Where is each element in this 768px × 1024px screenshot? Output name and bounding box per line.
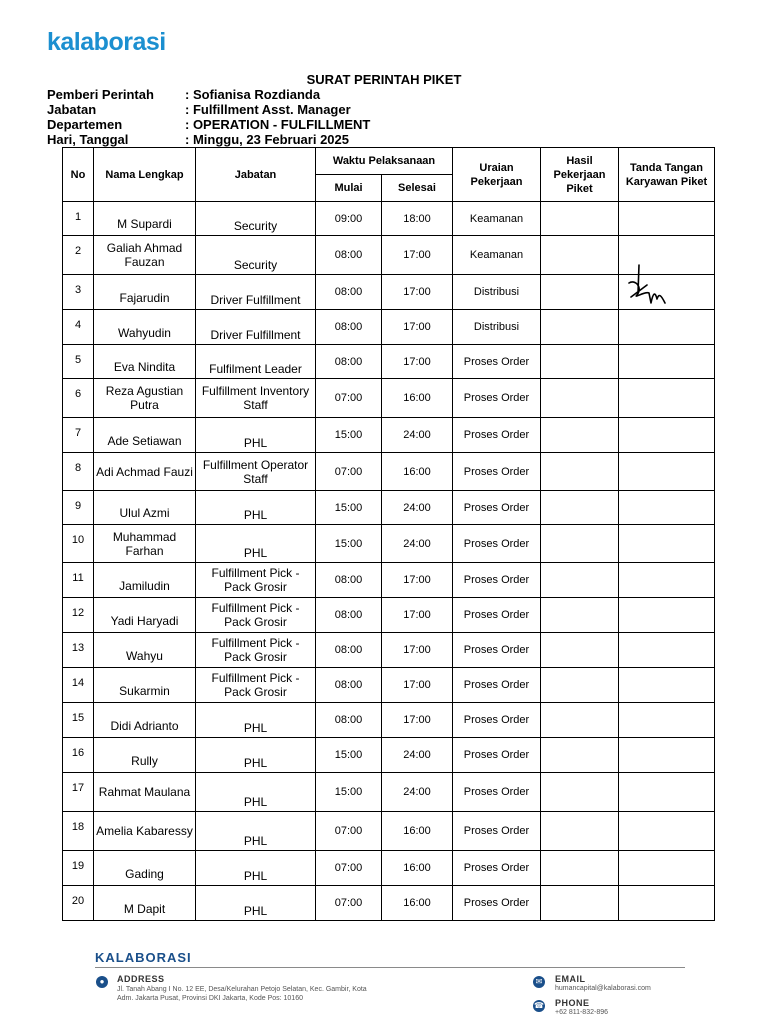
address-text: Jl. Tanah Abang I No. 12 EE, Desa/Kelurahan Petojo Selatan, Kec. Gambir, Kota Adm. Jakarta Pusat, Provinsi DKI Jakarta, Kode Pos: 10160 bbox=[117, 986, 367, 1002]
cell-nama: M Supardi bbox=[94, 202, 196, 236]
cell-jabatan: PHL bbox=[196, 738, 316, 773]
cell-selesai: 16:00 bbox=[382, 379, 453, 418]
cell-selesai: 17:00 bbox=[382, 310, 453, 345]
meta-row bbox=[47, 117, 370, 132]
mail-icon: ✉ bbox=[533, 976, 545, 988]
cell-nama: Wahyudin bbox=[94, 310, 196, 345]
cell-uraian: Proses Order bbox=[453, 345, 541, 379]
cell-uraian: Keamanan bbox=[453, 202, 541, 236]
table-row bbox=[63, 886, 715, 921]
cell-hasil bbox=[541, 453, 619, 491]
header-nama: Nama Lengkap bbox=[94, 148, 196, 202]
cell-selesai: 16:00 bbox=[382, 453, 453, 491]
meta-label: Hari, Tanggal bbox=[47, 132, 129, 147]
cell-jabatan: Fulfillment Pick - Pack Grosir bbox=[196, 633, 316, 668]
cell-selesai: 17:00 bbox=[382, 236, 453, 275]
cell-hasil bbox=[541, 345, 619, 379]
cell-mulai: 15:00 bbox=[316, 491, 382, 525]
cell-uraian: Proses Order bbox=[453, 886, 541, 921]
email-title: EMAIL bbox=[555, 974, 586, 984]
cell-mulai: 08:00 bbox=[316, 275, 382, 310]
meta-value: : Sofianisa Rozdianda bbox=[185, 87, 321, 102]
cell-hasil bbox=[541, 236, 619, 275]
cell-no: 19 bbox=[63, 851, 94, 886]
cell-ttd bbox=[619, 275, 715, 310]
address-title: ADDRESS bbox=[117, 974, 165, 984]
cell-ttd bbox=[619, 491, 715, 525]
table-row bbox=[63, 812, 715, 851]
table-row bbox=[63, 275, 715, 310]
cell-no: 15 bbox=[63, 703, 94, 738]
meta-value: : Minggu, 23 Februari 2025 bbox=[185, 132, 349, 147]
cell-selesai: 24:00 bbox=[382, 738, 453, 773]
cell-selesai: 16:00 bbox=[382, 851, 453, 886]
cell-uraian: Proses Order bbox=[453, 453, 541, 491]
cell-ttd bbox=[619, 379, 715, 418]
cell-hasil bbox=[541, 418, 619, 453]
cell-nama: Galiah Ahmad Fauzan bbox=[94, 236, 196, 275]
cell-nama: M Dapit bbox=[94, 886, 196, 921]
cell-hasil bbox=[541, 812, 619, 851]
cell-selesai: 16:00 bbox=[382, 886, 453, 921]
cell-nama: Reza Agustian Putra bbox=[94, 379, 196, 418]
cell-ttd bbox=[619, 563, 715, 598]
cell-hasil bbox=[541, 598, 619, 633]
meta-value: : OPERATION - FULFILLMENT bbox=[185, 117, 371, 132]
cell-hasil bbox=[541, 310, 619, 345]
cell-uraian: Proses Order bbox=[453, 738, 541, 773]
table-row bbox=[63, 345, 715, 379]
meta-row bbox=[47, 102, 370, 117]
cell-uraian: Proses Order bbox=[453, 418, 541, 453]
cell-ttd bbox=[619, 703, 715, 738]
cell-mulai: 09:00 bbox=[316, 202, 382, 236]
table-row bbox=[63, 703, 715, 738]
cell-mulai: 15:00 bbox=[316, 738, 382, 773]
cell-nama: Ade Setiawan bbox=[94, 418, 196, 453]
cell-no: 18 bbox=[63, 812, 94, 851]
cell-hasil bbox=[541, 886, 619, 921]
cell-jabatan: Fulfillment Pick - Pack Grosir bbox=[196, 668, 316, 703]
cell-jabatan: PHL bbox=[196, 812, 316, 851]
cell-mulai: 08:00 bbox=[316, 598, 382, 633]
header-uraian: Uraian Pekerjaan bbox=[453, 148, 541, 202]
cell-selesai: 17:00 bbox=[382, 703, 453, 738]
cell-ttd bbox=[619, 812, 715, 851]
cell-uraian: Proses Order bbox=[453, 491, 541, 525]
meta-label: Jabatan bbox=[47, 102, 97, 117]
cell-selesai: 17:00 bbox=[382, 345, 453, 379]
phone-value: +62 811-832-896 bbox=[555, 1009, 608, 1016]
cell-no: 2 bbox=[63, 236, 94, 275]
cell-no: 17 bbox=[63, 773, 94, 812]
cell-nama: Jamiludin bbox=[94, 563, 196, 598]
footer-divider bbox=[95, 967, 685, 968]
cell-mulai: 15:00 bbox=[316, 418, 382, 453]
cell-no: 8 bbox=[63, 453, 94, 491]
meta-row bbox=[47, 132, 370, 147]
cell-selesai: 18:00 bbox=[382, 202, 453, 236]
cell-jabatan: PHL bbox=[196, 703, 316, 738]
cell-hasil bbox=[541, 773, 619, 812]
cell-ttd bbox=[619, 668, 715, 703]
cell-hasil bbox=[541, 668, 619, 703]
cell-jabatan: Fulfillment Operator Staff bbox=[196, 453, 316, 491]
cell-uraian: Distribusi bbox=[453, 275, 541, 310]
table-row bbox=[63, 491, 715, 525]
footer-brand: KALABORASI bbox=[95, 950, 192, 965]
cell-ttd bbox=[619, 851, 715, 886]
cell-mulai: 07:00 bbox=[316, 453, 382, 491]
cell-hasil bbox=[541, 379, 619, 418]
cell-mulai: 08:00 bbox=[316, 345, 382, 379]
cell-hasil bbox=[541, 275, 619, 310]
cell-selesai: 16:00 bbox=[382, 812, 453, 851]
piket-table bbox=[62, 147, 715, 921]
cell-jabatan: Driver Fulfillment bbox=[196, 310, 316, 345]
cell-no: 6 bbox=[63, 379, 94, 418]
table-row bbox=[63, 418, 715, 453]
cell-no: 13 bbox=[63, 633, 94, 668]
location-pin-icon: ● bbox=[96, 976, 108, 988]
cell-jabatan: Fulfillment Inventory Staff bbox=[196, 379, 316, 418]
meta-label: Departemen bbox=[47, 117, 123, 132]
cell-selesai: 24:00 bbox=[382, 525, 453, 563]
cell-jabatan: Security bbox=[196, 202, 316, 236]
cell-no: 20 bbox=[63, 886, 94, 921]
table-row bbox=[63, 563, 715, 598]
header-selesai: Selesai bbox=[382, 175, 453, 202]
cell-ttd bbox=[619, 738, 715, 773]
table-row bbox=[63, 668, 715, 703]
cell-ttd bbox=[619, 633, 715, 668]
cell-no: 14 bbox=[63, 668, 94, 703]
cell-nama: Gading bbox=[94, 851, 196, 886]
cell-jabatan: PHL bbox=[196, 491, 316, 525]
cell-mulai: 08:00 bbox=[316, 633, 382, 668]
cell-selesai: 17:00 bbox=[382, 275, 453, 310]
cell-uraian: Proses Order bbox=[453, 633, 541, 668]
cell-no: 4 bbox=[63, 310, 94, 345]
cell-jabatan: PHL bbox=[196, 886, 316, 921]
cell-selesai: 24:00 bbox=[382, 491, 453, 525]
cell-hasil bbox=[541, 633, 619, 668]
cell-nama: Eva Nindita bbox=[94, 345, 196, 379]
cell-uraian: Keamanan bbox=[453, 236, 541, 275]
cell-ttd bbox=[619, 525, 715, 563]
cell-mulai: 08:00 bbox=[316, 236, 382, 275]
table-row bbox=[63, 851, 715, 886]
cell-mulai: 07:00 bbox=[316, 812, 382, 851]
cell-selesai: 24:00 bbox=[382, 773, 453, 812]
cell-jabatan: Fulfilment Leader bbox=[196, 345, 316, 379]
cell-selesai: 17:00 bbox=[382, 668, 453, 703]
phone-title: PHONE bbox=[555, 998, 590, 1008]
cell-uraian: Proses Order bbox=[453, 525, 541, 563]
cell-mulai: 07:00 bbox=[316, 379, 382, 418]
header-waktu: Waktu Pelaksanaan bbox=[316, 148, 453, 175]
cell-selesai: 17:00 bbox=[382, 633, 453, 668]
document-title: SURAT PERINTAH PIKET bbox=[306, 72, 462, 87]
cell-mulai: 08:00 bbox=[316, 310, 382, 345]
table-row bbox=[63, 525, 715, 563]
phone-icon: ☎ bbox=[534, 1001, 544, 1010]
meta-value: : Fulfillment Asst. Manager bbox=[185, 102, 351, 117]
cell-uraian: Proses Order bbox=[453, 379, 541, 418]
cell-uraian: Proses Order bbox=[453, 773, 541, 812]
meta-label: Pemberi Perintah bbox=[47, 87, 154, 102]
cell-uraian: Distribusi bbox=[453, 310, 541, 345]
cell-no: 3 bbox=[63, 275, 94, 310]
cell-no: 7 bbox=[63, 418, 94, 453]
cell-no: 11 bbox=[63, 563, 94, 598]
cell-ttd bbox=[619, 886, 715, 921]
table-row bbox=[63, 738, 715, 773]
cell-ttd bbox=[619, 310, 715, 345]
header-hasil: Hasil Pekerjaan Piket bbox=[541, 148, 619, 202]
header-jabatan: Jabatan bbox=[196, 148, 316, 202]
table-row bbox=[63, 236, 715, 275]
cell-nama: Rahmat Maulana bbox=[94, 773, 196, 812]
cell-nama: Adi Achmad Fauzi bbox=[94, 453, 196, 491]
cell-hasil bbox=[541, 563, 619, 598]
cell-nama: Fajarudin bbox=[94, 275, 196, 310]
cell-hasil bbox=[541, 703, 619, 738]
header-ttd: Tanda Tangan Karyawan Piket bbox=[619, 148, 715, 202]
cell-hasil bbox=[541, 525, 619, 563]
cell-hasil bbox=[541, 202, 619, 236]
cell-no: 5 bbox=[63, 345, 94, 379]
cell-mulai: 08:00 bbox=[316, 563, 382, 598]
cell-mulai: 15:00 bbox=[316, 773, 382, 812]
cell-nama: Ulul Azmi bbox=[94, 491, 196, 525]
cell-mulai: 07:00 bbox=[316, 851, 382, 886]
cell-jabatan: PHL bbox=[196, 851, 316, 886]
cell-jabatan: Driver Fulfillment bbox=[196, 275, 316, 310]
cell-hasil bbox=[541, 738, 619, 773]
cell-mulai: 07:00 bbox=[316, 886, 382, 921]
cell-no: 9 bbox=[63, 491, 94, 525]
cell-uraian: Proses Order bbox=[453, 703, 541, 738]
table-row bbox=[63, 633, 715, 668]
cell-ttd bbox=[619, 453, 715, 491]
cell-ttd bbox=[619, 418, 715, 453]
cell-mulai: 08:00 bbox=[316, 703, 382, 738]
meta-row bbox=[47, 87, 370, 102]
cell-ttd bbox=[619, 202, 715, 236]
cell-uraian: Proses Order bbox=[453, 598, 541, 633]
cell-mulai: 15:00 bbox=[316, 525, 382, 563]
cell-ttd bbox=[619, 345, 715, 379]
signature-mark bbox=[625, 263, 669, 309]
cell-ttd bbox=[619, 598, 715, 633]
cell-nama: Rully bbox=[94, 738, 196, 773]
cell-hasil bbox=[541, 851, 619, 886]
cell-nama: Wahyu bbox=[94, 633, 196, 668]
cell-mulai: 08:00 bbox=[316, 668, 382, 703]
table-row bbox=[63, 773, 715, 812]
email-value: humancapital@kalaborasi.com bbox=[555, 985, 651, 992]
cell-no: 16 bbox=[63, 738, 94, 773]
cell-jabatan: PHL bbox=[196, 525, 316, 563]
cell-nama: Sukarmin bbox=[94, 668, 196, 703]
cell-jabatan: PHL bbox=[196, 773, 316, 812]
cell-uraian: Proses Order bbox=[453, 668, 541, 703]
cell-selesai: 17:00 bbox=[382, 563, 453, 598]
table-row bbox=[63, 379, 715, 418]
cell-nama: Amelia Kabaressy bbox=[94, 812, 196, 851]
cell-selesai: 17:00 bbox=[382, 598, 453, 633]
cell-no: 12 bbox=[63, 598, 94, 633]
cell-jabatan: Fulfillment Pick - Pack Grosir bbox=[196, 598, 316, 633]
table-row bbox=[63, 598, 715, 633]
cell-jabatan: Fulfillment Pick - Pack Grosir bbox=[196, 563, 316, 598]
footer bbox=[95, 950, 685, 1016]
header-no: No bbox=[63, 148, 94, 202]
cell-uraian: Proses Order bbox=[453, 563, 541, 598]
cell-hasil bbox=[541, 491, 619, 525]
cell-nama: Didi Adrianto bbox=[94, 703, 196, 738]
cell-uraian: Proses Order bbox=[453, 812, 541, 851]
cell-jabatan: Security bbox=[196, 236, 316, 275]
cell-nama: Yadi Haryadi bbox=[94, 598, 196, 633]
cell-jabatan: PHL bbox=[196, 418, 316, 453]
company-logo: kalaborasi bbox=[47, 28, 166, 56]
cell-uraian: Proses Order bbox=[453, 851, 541, 886]
cell-nama: Muhammad Farhan bbox=[94, 525, 196, 563]
cell-no: 1 bbox=[63, 202, 94, 236]
table-row bbox=[63, 202, 715, 236]
cell-selesai: 24:00 bbox=[382, 418, 453, 453]
cell-no: 10 bbox=[63, 525, 94, 563]
meta-block bbox=[47, 87, 370, 147]
cell-ttd bbox=[619, 773, 715, 812]
table-row bbox=[63, 453, 715, 491]
table-row bbox=[63, 310, 715, 345]
header-mulai: Mulai bbox=[316, 175, 382, 202]
